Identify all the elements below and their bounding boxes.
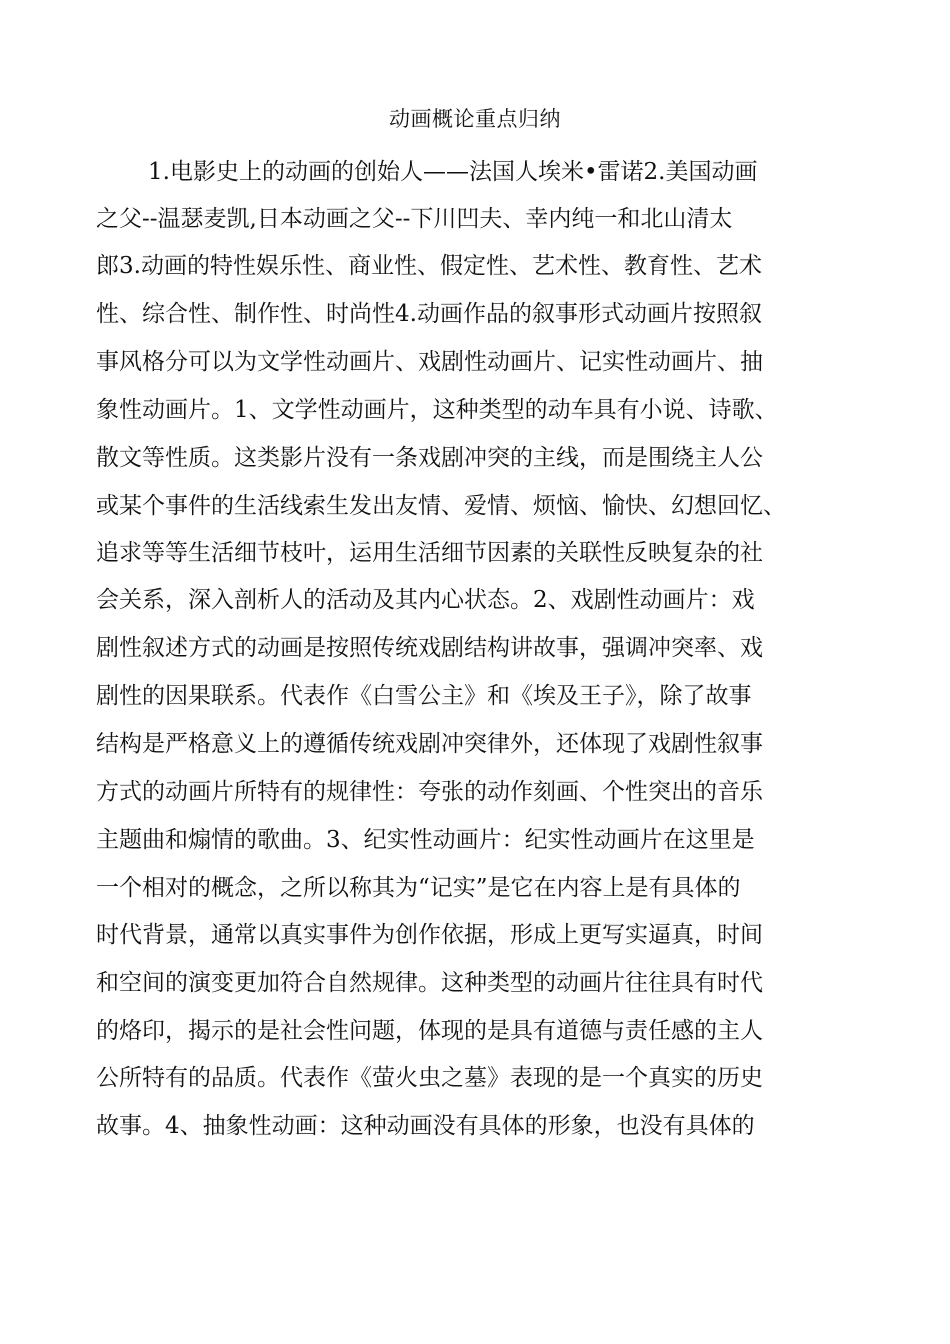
document-title: 动画概论重点归纳 <box>389 107 561 131</box>
paragraph-line: 性、综合性、制作性、时尚性4.动画作品的叙事形式动画片按照叙 <box>96 301 762 327</box>
paragraph-line: 追求等等生活细节枝叶，运用生活细节因素的关联性反映复杂的社 <box>96 540 763 566</box>
paragraph-line: 主题曲和煽情的歌曲。3、纪实性动画片：纪实性动画片在这里是 <box>96 827 755 853</box>
paragraph-line: 象性动画片。1、文学性动画片，这种类型的动车具有小说、诗歌、 <box>96 397 778 423</box>
paragraph-line: 和空间的演变更加符合自然规律。这种类型的动画片往往具有时代 <box>96 970 763 996</box>
paragraph-line: 一个相对的概念，之所以称其为“记实”是它在内容上是有具体的 <box>96 875 741 901</box>
paragraph-line: 郎3.动画的特性娱乐性、商业性、假定性、艺术性、教育性、艺术 <box>96 253 762 279</box>
paragraph-line: 1.电影史上的动画的创始人——法国人埃米•雷诺2.美国动画 <box>148 159 758 185</box>
paragraph-line: 方式的动画片所特有的规律性：夸张的动作刻画、个性突出的音乐 <box>96 779 763 805</box>
paragraph-line: 公所特有的品质。代表作《萤火虫之墓》表现的是一个真实的历史 <box>96 1065 763 1091</box>
paragraph-line: 之父--温瑟麦凯,日本动画之父--下川凹夫、幸内纯一和北山清太 <box>96 206 733 232</box>
paragraph-line: 的烙印，揭示的是社会性问题，体现的是具有道德与责任感的主人 <box>96 1018 763 1044</box>
paragraph-line: 事风格分可以为文学性动画片、戏剧性动画片、记实性动画片、抽 <box>96 349 763 375</box>
paragraph-line: 剧性的因果联系。代表作《白雪公主》和《埃及王子》，除了故事 <box>96 683 752 709</box>
paragraph-line: 结构是严格意义上的遵循传统戏剧冲突律外，还体现了戏剧性叙事 <box>96 731 763 757</box>
paragraph-line: 散文等性质。这类影片没有一条戏剧冲突的主线，而是围绕主人公 <box>96 445 763 471</box>
paragraph-line: 剧性叙述方式的动画是按照传统戏剧结构讲故事，强调冲突率、戏 <box>96 635 763 661</box>
paragraph-line: 或某个事件的生活线索生发出友情、爱情、烦恼、愉快、幻想回忆、 <box>96 493 786 519</box>
paragraph-line: 故事。4、抽象性动画：这种动画没有具体的形象，也没有具体的 <box>96 1113 755 1139</box>
paragraph-line: 时代背景，通常以真实事件为创作依据，形成上更写实逼真，时间 <box>96 922 763 948</box>
paragraph-line: 会关系，深入剖析人的活动及其内心状态。2、戏剧性动画片：戏 <box>96 587 755 613</box>
